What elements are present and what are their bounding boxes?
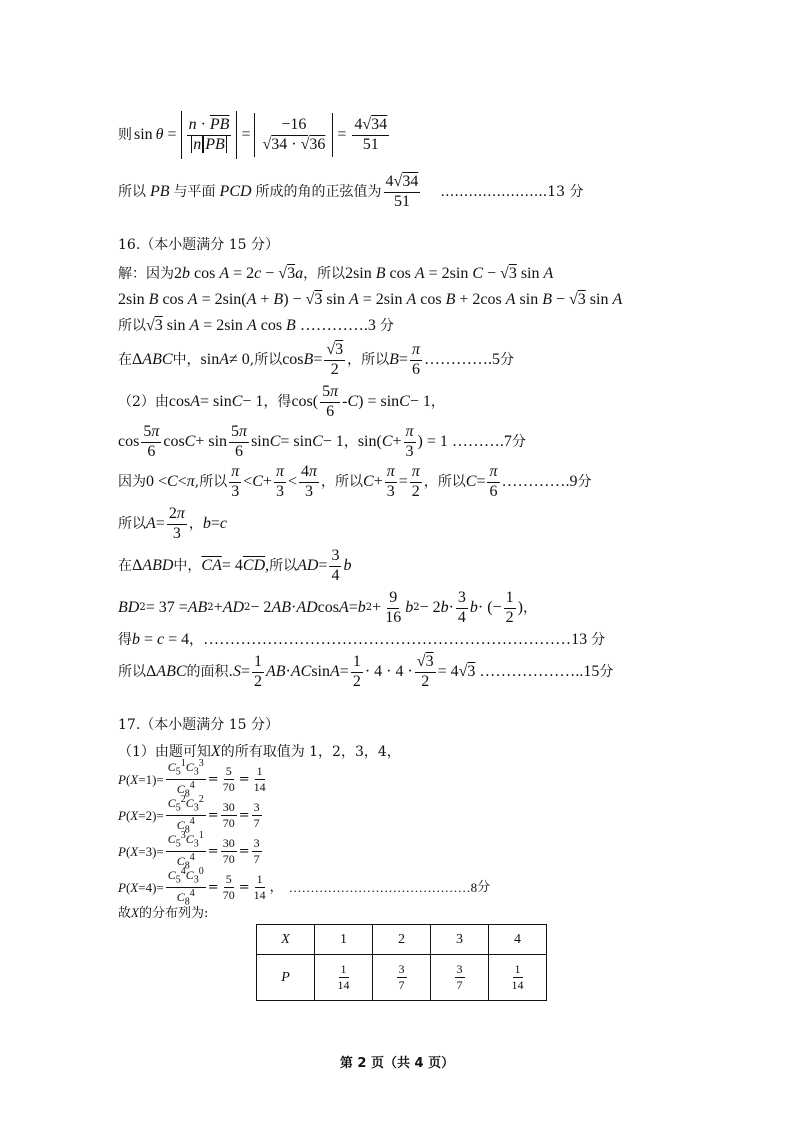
table-cell: 1 — [315, 925, 373, 955]
table-cell: P — [257, 955, 315, 1001]
q16-line8: 所以 A = $\frac{2\pi}{3}$ ， b = c — [118, 504, 227, 542]
conclusion-value: $\frac{4√34}{51}$ — [385, 172, 419, 210]
q16-line10: BD 2 = 37 = AB 2 + AD 2 − 2 AB · AD cos A = b 2 + $\frac{9}{16}$ b 2 − 2 b · $\frac{3}{4}$ b · (− $\frac{1}{2}$ ) ， — [118, 588, 537, 626]
sin-theta-frac1: $\frac{n \cdot \overline{PB}}{\text{n PB}}$ — [188, 115, 230, 153]
prob-x4: P ( X =4)= $\frac{C_5^4C_3^0}{C_8^4}$ = $\frac{5}{70}$ = $\frac{1}{14}$ ， ……………………………………8 分 — [118, 865, 491, 907]
table-row — [257, 925, 547, 955]
q16-line4: 在 Δ ABC 中， sin A ≠ 0 ,所以 cos B = $\frac{√3}{2}$ ，所以 B = $\frac{\pi}{6}$ ………….5 分 — [118, 340, 514, 378]
sin-theta-line: 则 sin θ = $\frac{n \cdot \overline{PB}}{\text{n PB}}$ = $\frac{-16}{√34 \cdot √36}$ = $\frac{4√34}{51}$ — [118, 110, 391, 160]
dist-title: 故X的分布列为: — [118, 905, 209, 921]
table-cell: 2 — [373, 925, 431, 955]
table-cell: $\frac{1}{14}$ — [489, 955, 547, 1001]
q16-line3: 所以√3 sin A = 2sin A cos B ………….3 分 — [118, 317, 394, 334]
q17-intro: （1）由题可知X的所有取值为 1，2，3，4， — [118, 743, 401, 760]
q16-line11: 得b = c = 4，……………………………………………………………13 分 — [118, 631, 606, 648]
table-cell: 3 — [431, 925, 489, 955]
q16-line9: 在 Δ ABD 中， $\overline{CA}$ = 4 $\overline{CD}$ , 所以 AD = $\frac{3}{4}$ b — [118, 546, 352, 584]
prob-x2: P ( X =2)= $\frac{C_5^2C_3^2}{C_8^4}$ = $\frac{30}{70}$ = $\frac{3}{7}$ — [118, 793, 260, 835]
q16-line7: 因为 0 < C < π ,所以 $\frac{\pi}{3}$ < C + $\frac{\pi}{3}$ < $\frac{4\pi}{3}$ ，所以 C + $\frac{\pi}{3}$ = $\frac{\pi}{2}$ ，所以 C = $\frac{\pi}{6}$ ………….9 分 — [118, 462, 592, 500]
table-row — [257, 955, 547, 1001]
distribution-table — [256, 924, 547, 1001]
q16-line6: cos $\frac{5\pi}{6}$ cos C + sin $\frac{5\pi}{6}$ sin C = sin C − 1 ， sin( C + $\frac{\pi}{3}$ ) = 1 ……….7 分 — [118, 422, 526, 460]
q16-line12: 所以 Δ ABC 的面积. S = $\frac{1}{2}$ AB · AC sin A = $\frac{1}{2}$ · 4 · 4 · $\frac{√3}{2}$ = 4√3 ………………..15 分 — [118, 652, 614, 690]
table-cell: $\frac{1}{14}$ — [315, 955, 373, 1001]
q17-header: 17.（本小题满分 15 分） — [118, 717, 279, 733]
q16-header: 16.（本小题满分 15 分） — [118, 237, 279, 253]
page-footer: 第 2 页（共 4 页） — [339, 1056, 455, 1071]
prob-x1: P ( X =1)= $\frac{C_5^1C_3^3}{C_8^4}$ = $\frac{5}{70}$ = $\frac{1}{14}$ — [118, 757, 266, 799]
table-cell: $\frac{3}{7}$ — [373, 955, 431, 1001]
sin-theta-conclusion: 所以 PB 与平面 PCD 所成的角的正弦值为 $\frac{4√34}{51}$ …………………..13 分 — [118, 172, 584, 210]
q16-line5: （2）由 cos A = sin C − 1 ，得 cos( $\frac{5\pi}{6}$ - C ) = sin C − 1 ， — [118, 382, 445, 420]
table-cell: $\frac{3}{7}$ — [431, 955, 489, 1001]
q16-line1: 解：因为2b cos A = 2c − √3a，所以2sin B cos A = 2sin C − √3 sin A — [118, 265, 554, 282]
q16-line2: 2sin B cos A = 2sin(A + B) − √3 sin A = 2sin A cos B + 2cos A sin B − √3 sin A — [118, 291, 623, 308]
conclusion-score: …………………..13 分 — [440, 184, 584, 200]
sin-theta-prefix: 则 — [118, 127, 132, 143]
prob-x3: P ( X =3)= $\frac{C_5^3C_3^1}{C_8^4}$ = $\frac{30}{70}$ = $\frac{3}{7}$ — [118, 829, 260, 871]
table-cell: X — [257, 925, 315, 955]
table-cell: 4 — [489, 925, 547, 955]
